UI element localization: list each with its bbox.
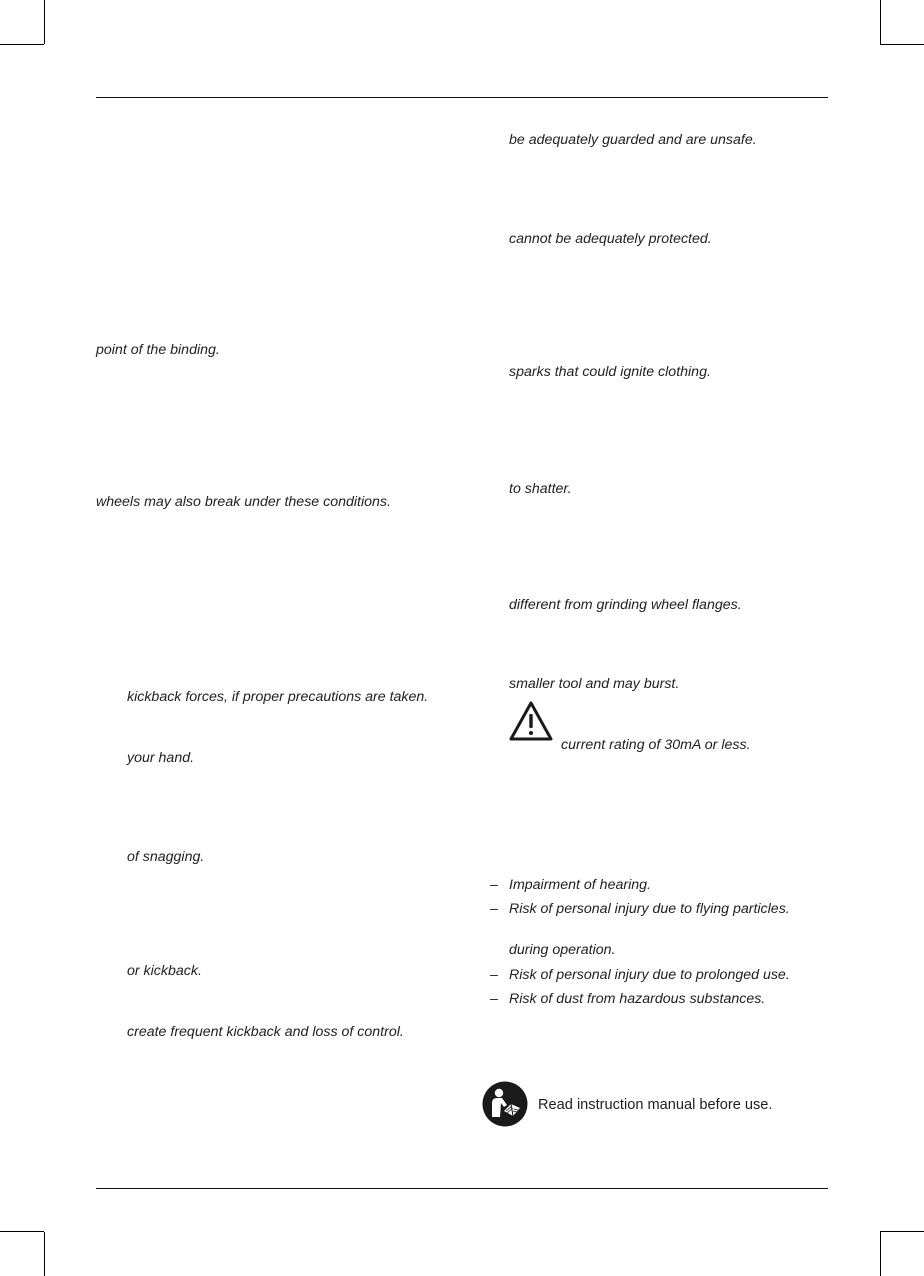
crop-mark (44, 0, 45, 44)
footer-rule (96, 1188, 828, 1189)
text-line: to shatter. (509, 481, 572, 497)
crop-mark (880, 1231, 924, 1232)
text-line: or kickback. (127, 963, 202, 979)
text-line: cannot be adequately protected. (509, 231, 712, 247)
text-line: your hand. (127, 750, 195, 766)
manual-notice-text: Read instruction manual before use. (538, 1097, 773, 1113)
text-line: current rating of 30mA or less. (561, 737, 751, 753)
list-item: Impairment of hearing. (509, 877, 651, 893)
list-dash: – (490, 967, 498, 983)
crop-mark (880, 1232, 881, 1276)
text-line: be adequately guarded and are unsafe. (509, 132, 757, 148)
crop-mark (880, 0, 881, 44)
list-dash: – (490, 877, 498, 893)
text-line: point of the binding. (96, 342, 220, 358)
crop-mark (0, 44, 44, 45)
crop-mark (44, 1232, 45, 1276)
crop-mark (880, 44, 924, 45)
text-line: wheels may also break under these conditions. (96, 494, 391, 510)
header-rule (96, 97, 828, 98)
list-item: Risk of personal injury due to prolonged use. (509, 967, 790, 983)
read-manual-icon (482, 1081, 528, 1127)
text-line: smaller tool and may burst. (509, 676, 680, 692)
text-line: of snagging. (127, 849, 205, 865)
list-item: Risk of personal injury due to flying particles. (509, 901, 790, 917)
text-line: sparks that could ignite clothing. (509, 364, 711, 380)
text-line: different from grinding wheel flanges. (509, 597, 742, 613)
crop-mark (0, 1231, 44, 1232)
list-item: during operation. (509, 942, 616, 958)
warning-triangle-icon (508, 700, 554, 742)
list-dash: – (490, 991, 498, 1007)
text-line: create frequent kickback and loss of control. (127, 1024, 404, 1040)
text-line: kickback forces, if proper precautions are taken. (127, 689, 429, 705)
list-dash: – (490, 901, 498, 917)
list-item: Risk of dust from hazardous substances. (509, 991, 766, 1007)
